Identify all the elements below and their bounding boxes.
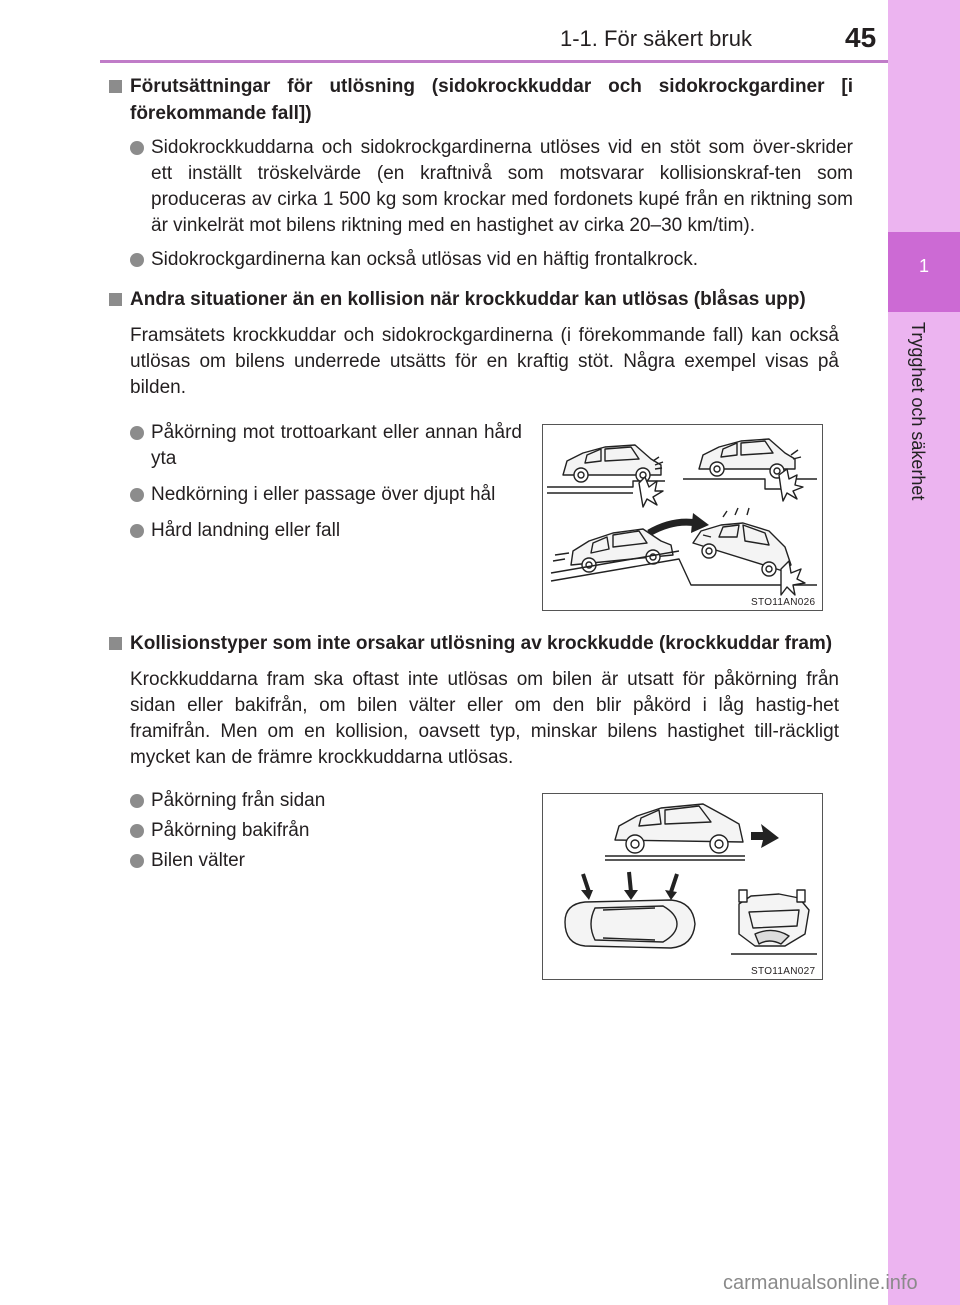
chapter-header-title: 1-1. För säkert bruk [560,26,752,51]
section-heading: Kollisionstyper som inte orsakar utlösning av krockkudde (krockkuddar fram) [109,630,853,657]
page-number: 45 [845,22,877,53]
underbody-impact-drawing [543,425,821,609]
round-bullet-icon [130,488,144,502]
square-bullet-icon [109,293,122,306]
list-item: Nedkörning i eller passage över djupt hål [130,482,522,508]
section-side-airbag-conditions [109,73,853,273]
round-bullet-icon [130,524,144,538]
illustration-underbody-impacts [542,424,823,611]
chapter-tab[interactable] [888,232,960,312]
list-item: Sidokrockgardinerna kan också utlösas vid en häftig frontalkrock. [130,247,853,273]
chapter-number: 1 [918,256,929,276]
round-bullet-icon [130,253,144,267]
list-item: Sidokrockkuddarna och sidokrockgardinerna utlöses vid en stöt som över-skrider ett inställt tröskelvärde (en kraftnivå som motsvarar kollisionskraf-ten som produceras av cirka 1 500 kg som krockar med fordonets kupé från en riktning som är vinkelrät mot bilens riktning med en hastighet av cirka 20–30 km/tim). [130,135,853,239]
round-bullet-icon [130,824,144,838]
figure-code: STO11AN027 [751,966,816,977]
list-item: Bilen välter [130,848,522,874]
section-no-deployment-list [109,780,522,874]
list-item: Påkörning från sidan [130,788,522,814]
round-bullet-icon [130,854,144,868]
header-divider [100,60,888,63]
figure-code: STO11AN026 [751,597,816,608]
section-paragraph: Framsätets krockkuddar och sidokrockgardinerna (i förekommande fall) kan också utlösas om bilens underrede utsätts för en kraftig stöt. Några exempel visas på bilden. [130,325,839,398]
round-bullet-icon [130,141,144,155]
side-strip [888,0,960,1305]
illustration-non-deployment-collisions [542,793,823,980]
list-item: Påkörning bakifrån [130,818,522,844]
section-other-situations-list [109,412,522,544]
list-item: Påkörning mot trottoarkant eller annan hård yta [130,420,522,472]
section-heading: Andra situationer än en kollision när krockkuddar kan utlösas (blåsas upp) [109,286,853,313]
section-heading: Förutsättningar för utlösning (sidokrockkuddar och sidokrockgardiner [i förekommande fall]) [109,73,853,127]
round-bullet-icon [130,794,144,808]
list-item: Hård landning eller fall [130,518,522,544]
square-bullet-icon [109,637,122,650]
section-other-situations [109,286,853,401]
watermark-text: carmanualsonline.info [723,1272,918,1294]
square-bullet-icon [109,80,122,93]
section-no-deployment-types [109,630,853,771]
round-bullet-icon [130,426,144,440]
non-deployment-collision-drawing [543,794,821,978]
section-paragraph: Krockkuddarna fram ska oftast inte utlösas om bilen är utsatt för påkörning från sidan eller bakifrån, om bilen välter eller om den blir påkörd i låg hastig-het framifrån. Men om en kollision, oavsett typ, minskar bilens hastighet till-räckligt mycket kan de främre krockkuddarna utlösas. [130,669,839,768]
chapter-name: Trygghet och säkerhet [908,322,928,501]
